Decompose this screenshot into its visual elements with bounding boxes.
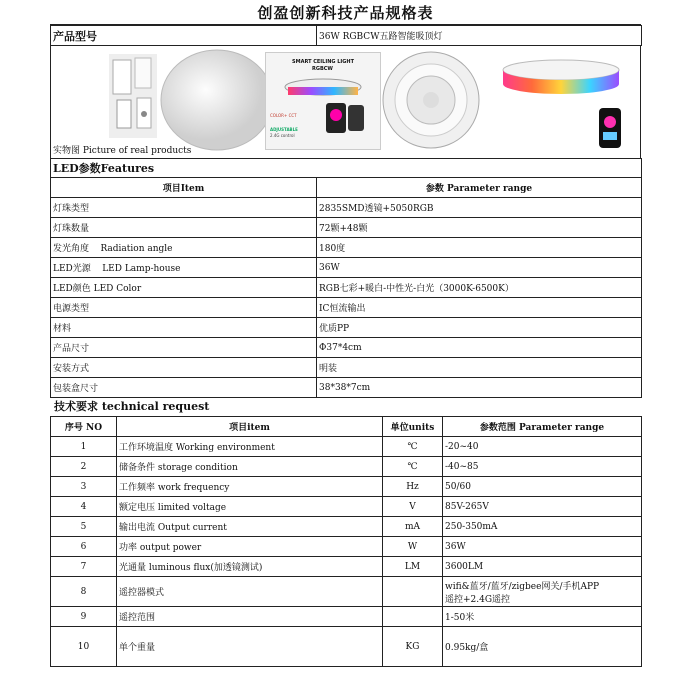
rgb-lamp-photo xyxy=(491,50,631,156)
tech-value-line2: 遥控+2.4G遥控 xyxy=(445,594,511,605)
tech-value: 36W xyxy=(443,537,642,557)
features-col-item: 项目Item xyxy=(51,178,317,198)
tech-value: 250-350mA xyxy=(443,517,642,537)
tech-unit: ℃ xyxy=(383,437,443,457)
tech-no: 1 xyxy=(51,437,117,457)
tech-item: 额定电压 limited voltage xyxy=(117,497,383,517)
features-table xyxy=(50,158,642,398)
tech-unit xyxy=(383,577,443,607)
tech-item: 工作频率 work frequency xyxy=(117,477,383,497)
dome-photo xyxy=(159,48,275,152)
dome-image xyxy=(159,48,275,152)
tech-value: 50/60 xyxy=(443,477,642,497)
feature-value: 180度 xyxy=(317,238,642,258)
tech-no: 7 xyxy=(51,557,117,577)
tech-col-param: 参数范围 Parameter range xyxy=(443,417,642,437)
tech-no: 8 xyxy=(51,577,117,607)
box-text-3: COLOR+ CCT xyxy=(270,113,297,118)
feature-value: RGB七彩+暖白-中性光-白光（3000K-6500K） xyxy=(317,278,642,298)
led-board-image xyxy=(381,48,481,152)
model-value: 36W RGBCW五路智能吸顶灯 xyxy=(317,26,642,46)
features-col-param: 参数 Parameter range xyxy=(317,178,642,198)
tech-unit: mA xyxy=(383,517,443,537)
spec-sheet xyxy=(50,0,641,667)
feature-item: 材料 xyxy=(51,318,317,338)
tech-unit: Hz xyxy=(383,477,443,497)
tech-item: 遥控范围 xyxy=(117,607,383,627)
tech-item: 遥控器模式 xyxy=(117,577,383,607)
tech-value: -20~40 xyxy=(443,437,642,457)
tech-item: 单个重量 xyxy=(117,627,383,667)
tech-value: 1-50米 xyxy=(443,607,642,627)
tech-unit: W xyxy=(383,537,443,557)
box-photo xyxy=(265,52,381,150)
box-text-4: ADJUSTABLE xyxy=(270,127,298,132)
model-label: 产品型号 xyxy=(51,26,317,46)
feature-item: 电源类型 xyxy=(51,298,317,318)
tech-no: 10 xyxy=(51,627,117,667)
tech-no: 6 xyxy=(51,537,117,557)
model-table xyxy=(50,25,642,46)
features-heading: LED参数Features xyxy=(51,159,642,178)
product-photos xyxy=(50,46,641,158)
feature-value: IC恒流输出 xyxy=(317,298,642,318)
feature-value: 36W xyxy=(317,258,642,278)
tech-col-no: 序号 NO xyxy=(51,417,117,437)
feature-item: LED颜色 LED Color xyxy=(51,278,317,298)
rgb-lamp-image xyxy=(491,50,631,156)
led-board-photo xyxy=(381,48,481,152)
accessories-image xyxy=(109,54,157,138)
box-text-5: 2.4G control xyxy=(270,133,295,138)
tech-item: 输出电流 Output current xyxy=(117,517,383,537)
feature-item: 发光角度 Radiation angle xyxy=(51,238,317,258)
tech-item: 光通量 luminous flux(加透镜测试) xyxy=(117,557,383,577)
tech-no: 5 xyxy=(51,517,117,537)
feature-value: 明装 xyxy=(317,358,642,378)
tech-unit: ℃ xyxy=(383,457,443,477)
tech-unit: KG xyxy=(383,627,443,667)
feature-value: 72颗+48颗 xyxy=(317,218,642,238)
feature-value: 2835SMD透镜+5050RGB xyxy=(317,198,642,218)
tech-value: 85V-265V xyxy=(443,497,642,517)
tech-col-unit: 单位units xyxy=(383,417,443,437)
feature-item: 包装盒尺寸 xyxy=(51,378,317,398)
feature-item: 产品尺寸 xyxy=(51,338,317,358)
feature-value: 38*38*7cm xyxy=(317,378,642,398)
tech-no: 4 xyxy=(51,497,117,517)
feature-item: LED光源 LED Lamp-house xyxy=(51,258,317,278)
feature-item: 安装方式 xyxy=(51,358,317,378)
box-text-2: RGBCW xyxy=(312,66,333,72)
technical-table xyxy=(50,416,642,667)
tech-unit xyxy=(383,607,443,627)
tech-no: 9 xyxy=(51,607,117,627)
feature-value: Φ37*4cm xyxy=(317,338,642,358)
tech-value xyxy=(443,577,642,607)
photos-caption: 实物图 Picture of real products xyxy=(53,146,192,156)
feature-item: 灯珠数量 xyxy=(51,218,317,238)
tech-item: 功率 output power xyxy=(117,537,383,557)
tech-value-line1: wifi&蓝牙/蓝牙/zigbee网关/手机APP xyxy=(445,581,600,592)
tech-no: 2 xyxy=(51,457,117,477)
tech-unit: V xyxy=(383,497,443,517)
tech-value: -40~85 xyxy=(443,457,642,477)
tech-value: 3600LM xyxy=(443,557,642,577)
feature-value: 优质PP xyxy=(317,318,642,338)
technical-heading: 技术要求 technical request xyxy=(54,400,210,413)
tech-value: 0.95kg/盒 xyxy=(443,627,642,667)
box-text-1: SMART CEILING LIGHT xyxy=(292,59,354,65)
tech-unit: LM xyxy=(383,557,443,577)
feature-item: 灯珠类型 xyxy=(51,198,317,218)
accessories-photo xyxy=(109,54,157,138)
tech-item: 储备条件 storage condition xyxy=(117,457,383,477)
tech-no: 3 xyxy=(51,477,117,497)
document-title: 创盈创新科技产品规格表 xyxy=(50,0,641,25)
tech-col-item: 项目item xyxy=(117,417,383,437)
tech-item: 工作环境温度 Working environment xyxy=(117,437,383,457)
